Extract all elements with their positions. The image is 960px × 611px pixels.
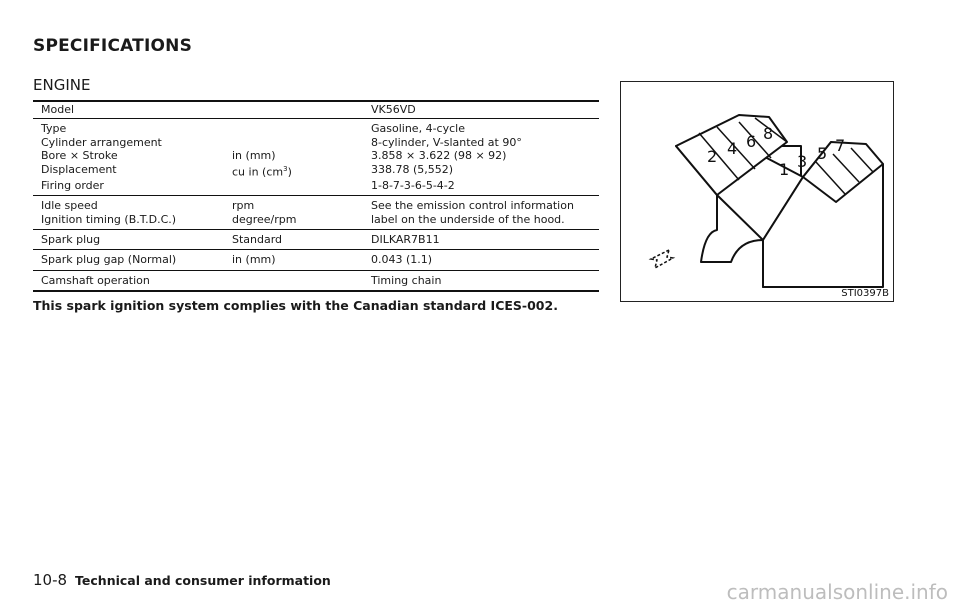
table-cell-unit: degree/rpm <box>232 212 297 226</box>
page-footer <box>33 571 331 589</box>
table-row <box>33 270 599 291</box>
table-cell-value: 338.78 (5,552) <box>371 162 454 176</box>
table-row <box>33 229 599 249</box>
table-cell-value: DILKAR7B11 <box>371 232 440 246</box>
table-cell-unit <box>224 163 363 179</box>
table-cell-unit: Standard <box>232 232 283 246</box>
cylinder-label: 5 <box>817 144 828 163</box>
table-cell-label: Cylinder arrangement <box>41 135 162 149</box>
table-cell-value: 3.858 × 3.622 (98 × 92) <box>371 149 507 163</box>
cylinder-label: 2 <box>707 147 718 166</box>
table-cell-label: Model <box>41 103 75 116</box>
table-cell-label: Displacement <box>41 162 117 176</box>
cylinder-label: 1 <box>779 160 790 179</box>
table-cell-label: Type <box>41 122 67 136</box>
chapter-title: Technical and consumer information <box>75 573 331 588</box>
table-cell-label: Spark plug gap (Normal) <box>41 253 177 267</box>
cylinder-label: 4 <box>727 139 738 158</box>
engine-v8-diagram <box>621 82 893 301</box>
unit-superscript: 3 <box>283 164 288 173</box>
table-cell-label: Ignition timing (B.T.D.C.) <box>41 212 177 226</box>
cylinder-label: 3 <box>797 152 808 171</box>
compliance-note: This spark ignition system complies with the Canadian standard ICES-002. <box>33 298 558 313</box>
table-cell-value: Gasoline, 4-cycle <box>371 122 465 136</box>
table-cell-unit <box>224 119 363 136</box>
unit-text: cu in (cm <box>232 165 284 179</box>
table-cell-label: Bore × Stroke <box>41 149 118 163</box>
table-row <box>33 163 599 179</box>
table-cell-label: Spark plug <box>41 232 101 246</box>
page-title: SPECIFICATIONS <box>33 36 193 56</box>
table-cell-unit <box>224 101 363 119</box>
table-row <box>33 196 599 213</box>
table-header-row <box>33 101 599 119</box>
cylinder-label: 6 <box>746 132 757 151</box>
table-cell-value: label on the underside of the hood. <box>371 212 565 226</box>
figure-caption: STI0397B <box>841 288 889 299</box>
table-cell-value: 8-cylinder, V-slanted at 90° <box>371 135 522 149</box>
table-cell-value: See the emission control information <box>371 199 574 213</box>
engine-spec-table <box>33 100 599 292</box>
page-number: 10-8 <box>33 571 68 589</box>
table-row <box>33 213 599 230</box>
table-cell-unit <box>224 270 363 291</box>
table-row <box>33 179 599 196</box>
table-row <box>33 119 599 136</box>
table-cell-unit <box>224 136 363 149</box>
unit-text-close: ) <box>287 165 292 179</box>
table-cell-value: Timing chain <box>371 273 442 287</box>
table-cell-value: 1-8-7-3-6-5-4-2 <box>371 178 455 192</box>
watermark-text: carmanualsonline.info <box>726 580 948 604</box>
cylinder-label: 7 <box>835 136 846 155</box>
table-row <box>33 149 599 162</box>
table-row <box>33 250 599 270</box>
table-cell-unit: in (mm) <box>232 149 276 163</box>
table-cell-value: VK56VD <box>371 103 416 116</box>
table-cell-unit: rpm <box>232 199 255 213</box>
table-cell-label: Idle speed <box>41 199 98 213</box>
table-row <box>33 136 599 149</box>
engine-cylinder-figure <box>620 81 894 302</box>
table-cell-unit: in (mm) <box>232 253 276 267</box>
front-arrow-icon <box>651 250 673 268</box>
table-cell-value: 0.043 (1.1) <box>371 253 433 267</box>
table-cell-label: Firing order <box>41 178 104 192</box>
cylinder-label: 8 <box>763 124 774 143</box>
table-cell-label: Camshaft operation <box>41 273 150 287</box>
section-title: ENGINE <box>33 76 91 94</box>
table-cell-unit <box>224 179 363 196</box>
